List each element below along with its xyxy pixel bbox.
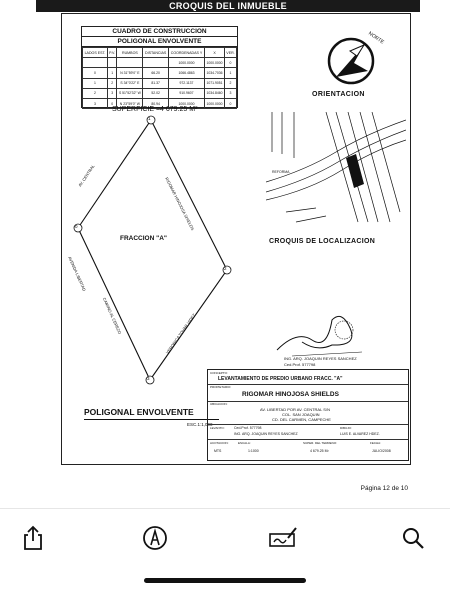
table-cell: 3	[107, 88, 116, 98]
table-header-cell: RUMBOS	[117, 48, 143, 58]
home-indicator	[144, 578, 306, 583]
ubicacion-line-1: AV. LIBERTAD POR AV. CENTRAL S/N	[260, 407, 330, 412]
table-cell: 0	[225, 98, 237, 108]
share-button[interactable]	[18, 523, 48, 553]
signature-cedula: Ced.Prof. 577798	[284, 362, 316, 367]
table-cell: 1	[225, 68, 237, 78]
markup-button[interactable]	[140, 523, 170, 553]
signature-button[interactable]	[268, 523, 298, 553]
table-header-row	[83, 48, 237, 58]
fraction-label: FRACCION "A"	[120, 235, 167, 242]
table-cell: 81.37	[143, 78, 168, 88]
table-header-cell: VER.	[225, 48, 237, 58]
construction-table	[81, 26, 238, 108]
table-cell: 1000.0000	[168, 58, 204, 68]
table-cell	[107, 58, 116, 68]
propietario-value: RIGOMAR HINOJOSA SHIELDS	[242, 391, 339, 398]
search-button[interactable]	[398, 523, 428, 553]
table-cell: 1000.0000	[205, 98, 225, 108]
side-label-veronica: VERONICA TOVAR VIDEZ	[164, 312, 197, 355]
side-label-camino-cerezo: CAMINO AL CEREZO	[101, 296, 123, 335]
location-sketch-label: CROQUIS DE LOCALIZACION	[269, 238, 376, 245]
markup-pen-icon	[142, 525, 168, 551]
table-cell: N 31°59'0" E	[117, 68, 143, 78]
ubicacion-line-3: CD. DEL CARMEN, CAMPECHE	[272, 417, 331, 422]
table-cell	[143, 58, 168, 68]
table-cell: S 51°52'32" W	[117, 88, 143, 98]
side-label-avenida-libertad: AVENIDA LIBERTAD	[67, 255, 88, 292]
table-cell: 1	[83, 78, 108, 88]
dibujo-label: DIBUJO:	[340, 426, 352, 430]
acotacion-value: MTS	[214, 449, 222, 453]
concepto-value: LEVANTAMIENTO DE PREDIO URBANO FRACC. "A"	[218, 376, 343, 382]
page-number: Página 12 de 10	[360, 485, 408, 492]
fecha-label: FECHA:	[370, 441, 382, 445]
levanto-name: ING. ARQ. JOAQUIN REYES SANCHEZ	[234, 432, 298, 436]
table-cell: 972.1137	[168, 78, 204, 88]
vertex-label-0: 0	[75, 224, 78, 229]
construction-table-subtitle: POLIGONAL ENVOLVENTE	[82, 37, 237, 47]
table-cell: 910.9607	[168, 88, 204, 98]
poligonal-scale: ESC.1:1,000	[187, 422, 213, 427]
table-cell: 0	[83, 68, 108, 78]
signature-mark	[272, 290, 372, 360]
table-cell: 0	[225, 58, 237, 68]
orientation-label: ORIENTACION	[312, 91, 365, 98]
search-icon	[401, 526, 425, 550]
title-block	[207, 369, 409, 461]
table-cell: N 23°59'0" W	[117, 98, 143, 108]
table-header-cell: DISTANCIAS	[143, 48, 168, 58]
table-cell: 2	[107, 78, 116, 88]
table-header-cell: LADOS EST.	[83, 48, 108, 58]
levanto-cedula: Ced.Prof. 577798	[234, 426, 262, 430]
table-cell: 2	[83, 88, 108, 98]
table-cell: 1066.4863	[168, 68, 204, 78]
table-cell: 80.94	[143, 98, 168, 108]
table-header-cell: COORDENADAS Y	[168, 48, 204, 58]
survey-sheet	[61, 13, 411, 465]
ubicacion-line-2: COL. SAN JOAQUIN	[282, 412, 320, 417]
table-cell: 3	[83, 98, 108, 108]
table-cell: 1000.0000	[168, 98, 204, 108]
title-block-divider	[208, 439, 408, 440]
table-cell: 0	[107, 98, 116, 108]
table-cell: 1000.0000	[205, 58, 225, 68]
table-header-cell: P.V.	[107, 48, 116, 58]
poligonal-title: POLIGONAL ENVOLVENTE	[84, 407, 194, 417]
polygon-drawing	[72, 112, 242, 397]
title-block-divider	[208, 401, 408, 402]
signature-icon	[268, 526, 298, 550]
table-cell	[117, 58, 143, 68]
table-cell: S 34°0'22" E	[117, 78, 143, 88]
north-label: NORTE	[367, 30, 385, 46]
table-cell: 1034.8460	[205, 88, 225, 98]
vertex-label-1: 1	[148, 116, 151, 121]
signature-name: ING. ARQ. JOAQUIN REYES SANCHEZ	[284, 356, 357, 361]
table-cell: 52.02	[143, 88, 168, 98]
acotacion-label: ACOTACION:	[210, 441, 229, 445]
construction-table-grid	[82, 47, 237, 109]
table-row	[83, 58, 237, 68]
table-row	[83, 68, 237, 78]
table-row	[83, 88, 237, 98]
escala-label: ESCALA:	[238, 441, 251, 445]
title-block-divider	[208, 384, 408, 385]
table-cell: 66.20	[143, 68, 168, 78]
side-label-av-central: AV. CENTRAL	[77, 163, 96, 188]
table-cell	[83, 58, 108, 68]
fecha-value: JULIO/2008	[372, 449, 391, 453]
document-banner: CROQUIS DEL INMUEBLE	[36, 0, 420, 12]
levanto-label: LEVANTO:	[210, 426, 225, 430]
ubicacion-label: UBICACION:	[210, 402, 228, 406]
surface-area: SUPERFICIE =4 679.25 M²	[112, 106, 198, 113]
table-cell: 3	[225, 88, 237, 98]
share-icon	[22, 525, 44, 551]
superficie-terreno-value: 4 679.25 M²	[310, 449, 329, 453]
north-arrow-icon	[324, 33, 378, 85]
poligonal-underline	[84, 419, 219, 420]
table-header-cell: X	[205, 48, 225, 58]
table-cell: 1071.9051	[205, 78, 225, 88]
concepto-label: CONCEPTO:	[210, 371, 228, 375]
construction-table-title: CUADRO DE CONSTRUCCION	[82, 27, 237, 37]
table-cell: 2	[225, 78, 237, 88]
table-row	[83, 78, 237, 88]
vertex-label-2: 2	[224, 266, 227, 271]
map-label-reforma: REFORMA	[272, 170, 290, 174]
vertex-label-3: 3	[147, 376, 150, 381]
escala-value: 1:1000	[248, 449, 259, 453]
superficie-terreno-label: SUPER. DEL TERRENO:	[303, 441, 338, 445]
dibujo-name: LUIS E. ALVAREZ HDEZ.	[340, 432, 380, 436]
table-cell: 1034.7036	[205, 68, 225, 78]
title-block-divider	[208, 424, 408, 425]
side-label-rigomar: RIGOMAR HINOJOSA SHIELDS	[164, 176, 196, 232]
table-cell: 1	[107, 68, 116, 78]
propietario-label: PROPIETARIO:	[210, 385, 232, 389]
